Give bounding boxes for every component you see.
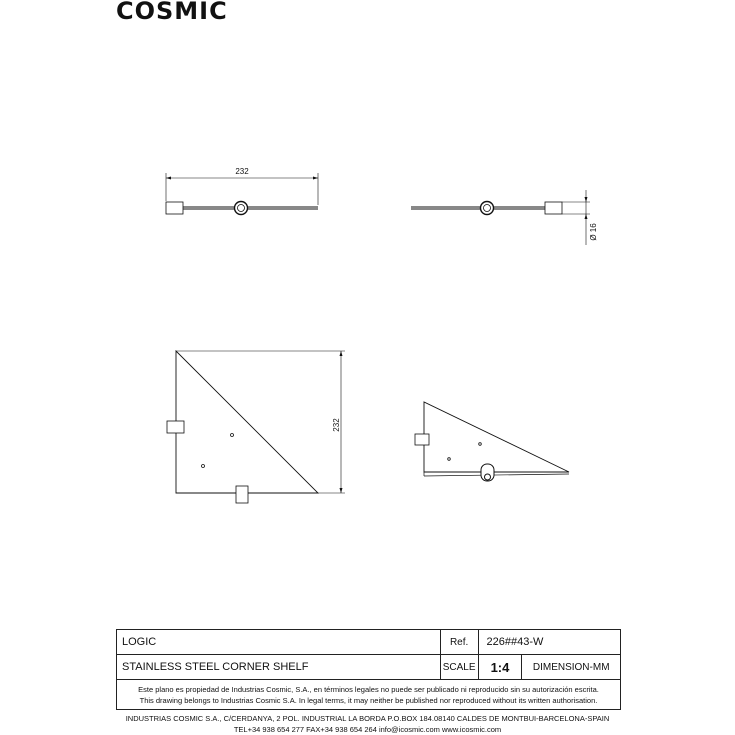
plan-wall-bracket-left bbox=[167, 421, 184, 433]
dimension-units: DIMENSION-MM bbox=[532, 661, 610, 673]
company-address: INDUSTRIAS COSMIC S.A., C/CERDANYA, 2 POL. INDUSTRIAL LA BORDA P.O.BOX 184.08140 CALDES DE MONTBUI-BARCELONA-SPAIN bbox=[125, 714, 610, 723]
legal-note-en: This drawing belongs to Industrias Cosmic S.A. In legal terms, it may neither be published nor reproduced without its written authorisation. bbox=[139, 695, 598, 705]
ref-value: 226##43-W bbox=[486, 636, 544, 648]
dimension-label-width: 232 bbox=[235, 167, 249, 176]
brand-logo: COSMIC bbox=[116, 0, 228, 25]
company-footer bbox=[0, 713, 735, 735]
product-name: LOGIC bbox=[117, 630, 441, 654]
legal-note bbox=[117, 680, 620, 709]
ref-label: Ref. bbox=[441, 630, 479, 654]
plan-view bbox=[167, 351, 345, 503]
dimension-label-height: 232 bbox=[332, 418, 341, 432]
title-block-row-name bbox=[117, 630, 620, 655]
product-description: STAINLESS STEEL CORNER SHELF bbox=[117, 655, 441, 679]
plan-wall-bracket-bottom bbox=[236, 486, 248, 503]
legal-note-es: Este plano es propiedad de Industrias Cosmic, S.A., en términos legales no puede ser publicado ni reproducido sin su autorización escrita. bbox=[138, 684, 599, 694]
dimension-label-diameter: Ø 16 bbox=[589, 223, 598, 241]
title-block bbox=[116, 629, 621, 710]
side-elevation-view bbox=[411, 190, 590, 245]
wall-bracket bbox=[166, 202, 183, 214]
scale-value: 1:4 bbox=[479, 655, 523, 679]
scale-label: SCALE bbox=[441, 655, 479, 679]
front-elevation-view bbox=[166, 173, 318, 215]
company-contact: TEL+34 938 654 277 FAX+34 938 654 264 info@icosmic.com www.icosmic.com bbox=[233, 725, 502, 734]
title-block-row-description bbox=[117, 655, 620, 680]
isometric-view bbox=[415, 402, 569, 481]
